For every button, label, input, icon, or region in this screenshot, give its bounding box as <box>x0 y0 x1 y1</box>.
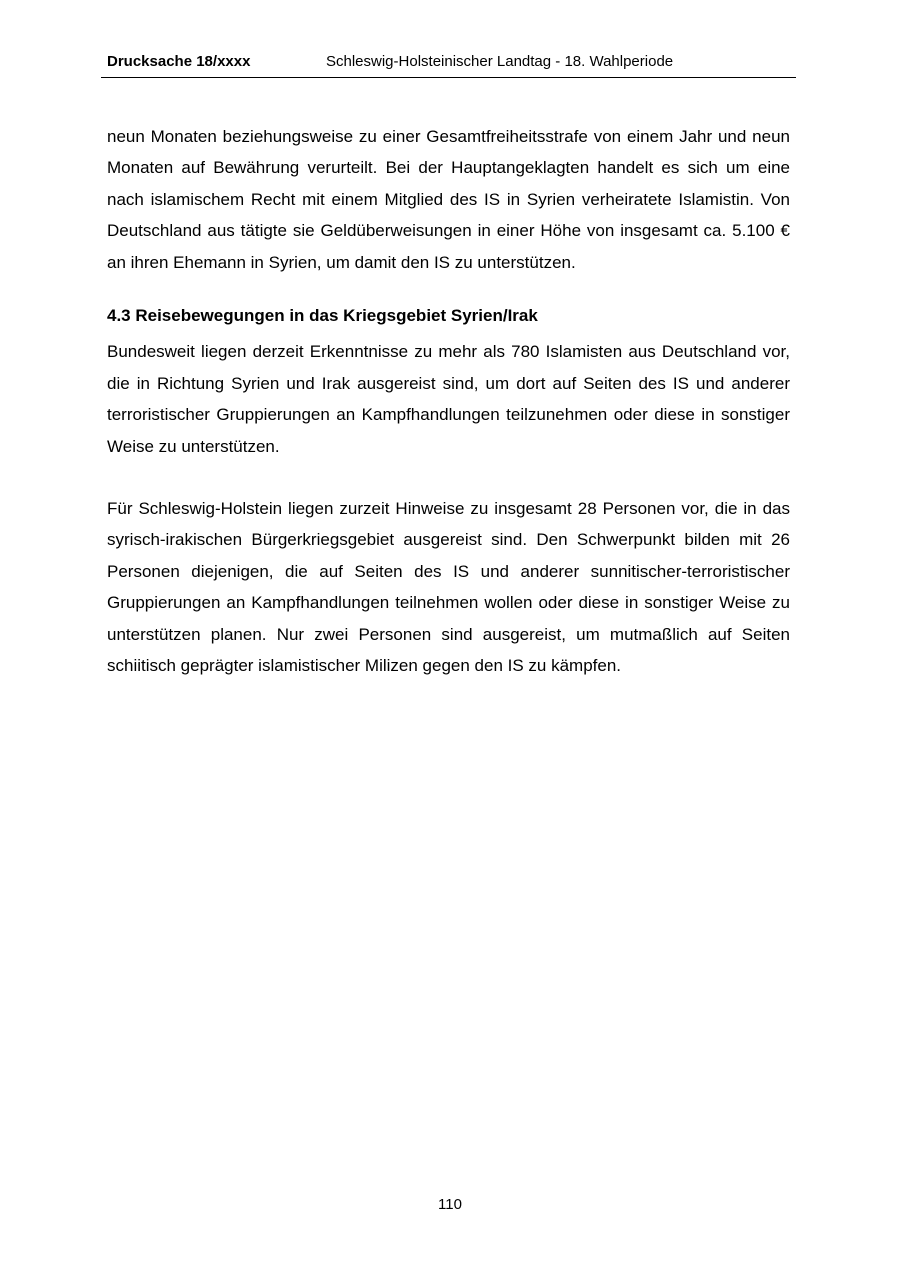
paragraph-continued: neun Monaten beziehungsweise zu einer Gesamtfreiheitsstrafe von einem Jahr und neun Monaten auf Bewährung verurteilt. Bei der Hauptangeklagten handelt es sich um eine nach islamischem Recht mit einem Mitglied des IS in Syrien verheiratete Islamistin. Von Deutschland aus tätigte sie Geldüberweisungen in einer Höhe von insgesamt ca. 5.100 € an ihren Ehemann in Syrien, um damit den IS zu unterstützen. <box>107 127 790 272</box>
document-number: Drucksache 18/xxxx <box>107 53 251 70</box>
paragraph-schleswig-holstein: Für Schleswig-Holstein liegen zurzeit Hinweise zu insgesamt 28 Personen vor, die in das syrisch-irakischen Bürgerkriegsgebiet ausgereist sind. Den Schwerpunkt bilden mit 26 Personen diejenigen, die auf Seiten des IS und anderer sunnitischer-terroristischer Gruppierungen an Kampfhandlungen teilnehmen wollen oder diese in sonstiger Weise zu unterstützen planen. Nur zwei Personen sind ausgereist, um mutmaßlich auf Seiten schiitisch geprägter islamistischer Milizen gegen den IS zu kämpfen. <box>107 499 790 676</box>
page-header <box>101 52 796 78</box>
page-content <box>107 121 790 682</box>
parliament-title: Schleswig-Holsteinischer Landtag - 18. Wahlperiode <box>326 53 674 70</box>
paragraph-federal-findings: Bundesweit liegen derzeit Erkenntnisse zu mehr als 780 Islamisten aus Deutschland vor, die in Richtung Syrien und Irak ausgereist sind, um dort auf Seiten des IS und anderer terroristischer Gruppierungen an Kampfhandlungen teilzunehmen oder diese in sonstiger Weise zu unterstützen. <box>107 342 790 456</box>
page-number: 110 <box>438 1196 462 1213</box>
section-heading: 4.3 Reisebewegungen in das Kriegsgebiet Syrien/Irak <box>107 306 538 326</box>
